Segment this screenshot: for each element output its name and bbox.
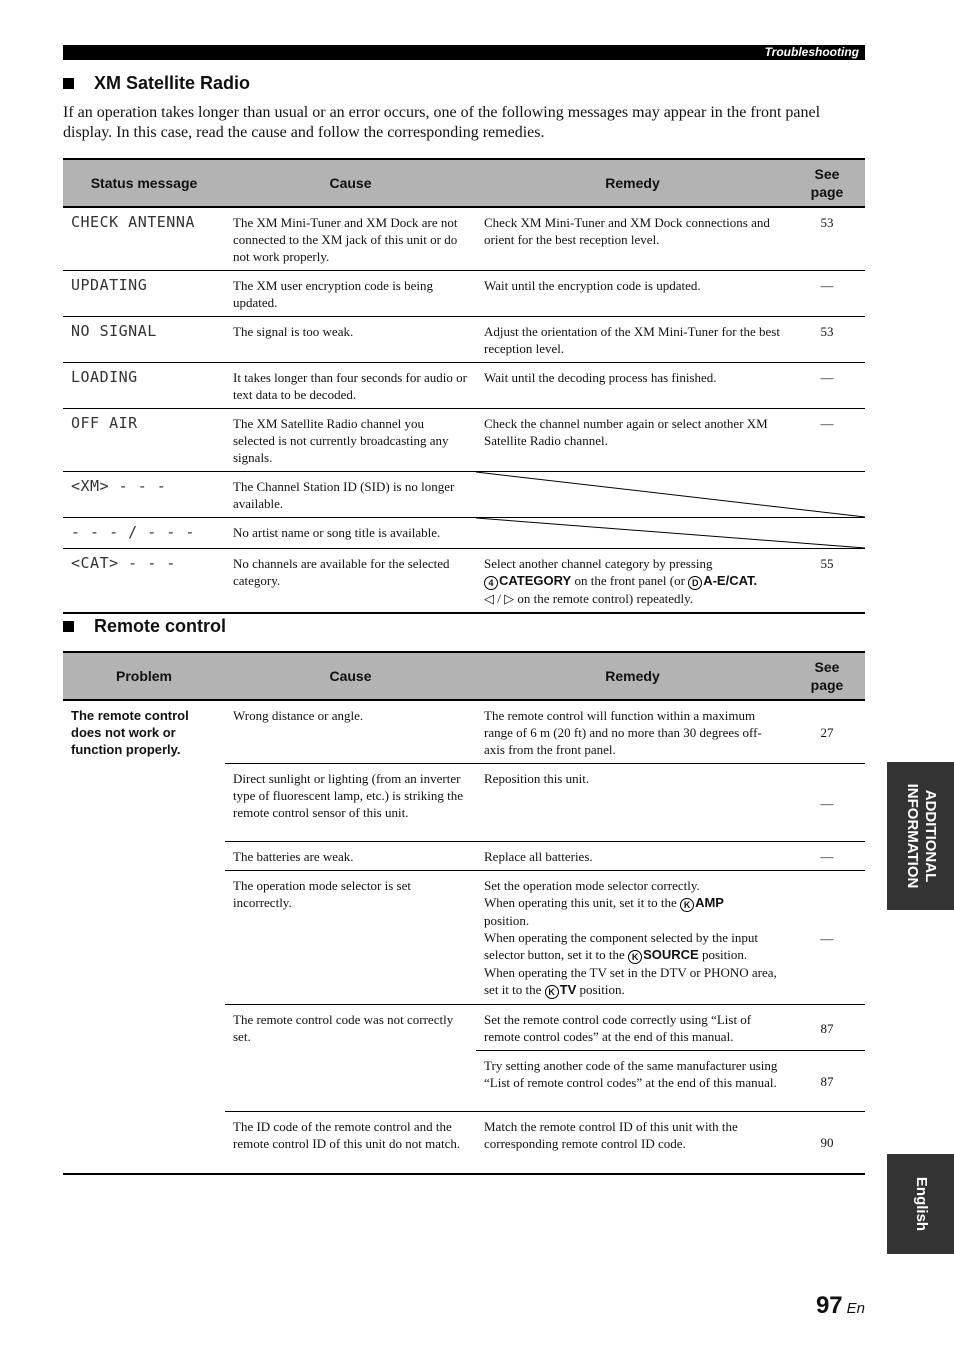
- cause: The batteries are weak.: [225, 842, 476, 871]
- section-title-xm-text: XM Satellite Radio: [94, 73, 251, 93]
- table-row: [63, 549, 865, 614]
- table-row: [63, 317, 865, 363]
- cause: It takes longer than four seconds for audio or text data to be decoded.: [225, 363, 476, 409]
- col-status: Status message: [63, 159, 225, 207]
- remedy: Try setting another code of the same manufacturer using “List of remote control codes” at the end of this manual.: [476, 1051, 789, 1112]
- cause: The ID code of the remote control and the remote control ID of this unit do not match.: [225, 1112, 476, 1174]
- see-page: 53: [789, 207, 865, 271]
- page-number: 97 En: [815, 1292, 865, 1319]
- see-page: —: [789, 842, 865, 871]
- cause: The XM Satellite Radio channel you selected is not currently broadcasting any signals.: [225, 409, 476, 472]
- xm-intro: If an operation takes longer than usual or an error occurs, one of the following messages may appear in the front panel display. In this case, read the cause and follow the corresponding remedies.: [63, 104, 821, 141]
- cause: Wrong distance or angle.: [225, 700, 476, 764]
- header-bar: [63, 45, 865, 60]
- status-message: LOADING: [63, 363, 225, 409]
- table-row: [63, 472, 865, 518]
- cause: The signal is too weak.: [225, 317, 476, 363]
- key-k-icon: K: [628, 950, 642, 964]
- see-page: 87: [789, 1051, 865, 1112]
- amp-key: AMP: [695, 895, 724, 910]
- see-page: —: [789, 409, 865, 472]
- not-applicable-cell: [476, 518, 865, 549]
- status-message: NO SIGNAL: [63, 317, 225, 363]
- status-message: UPDATING: [63, 271, 225, 317]
- side-tab-english: English: [887, 1154, 954, 1254]
- col-page: See page: [789, 159, 865, 207]
- cause: The remote control code was not correctly set.: [225, 1005, 476, 1112]
- remedy: Match the remote control ID of this unit with the corresponding remote control ID code.: [476, 1112, 789, 1174]
- key-letter-icon: D: [688, 576, 702, 590]
- key-k-icon: K: [680, 898, 694, 912]
- source-key: SOURCE: [643, 947, 699, 962]
- category-key: CATEGORY: [499, 573, 572, 588]
- status-message: OFF AIR: [63, 409, 225, 472]
- col-page: See page: [789, 652, 865, 700]
- table-row: [63, 207, 865, 271]
- cause: The XM Mini-Tuner and XM Dock are not connected to the XM jack of this unit or do not work properly.: [225, 207, 476, 271]
- status-message: <XM> - - -: [63, 472, 225, 518]
- section-title-remote-text: Remote control: [94, 616, 227, 636]
- col-remedy: Remedy: [476, 159, 789, 207]
- cause: The XM user encryption code is being updated.: [225, 271, 476, 317]
- square-bullet-icon: [63, 78, 74, 89]
- section-title-remote: [63, 616, 226, 637]
- col-cause: Cause: [225, 159, 476, 207]
- see-page: —: [789, 871, 865, 1005]
- col-cause: Cause: [225, 652, 476, 700]
- remedy: Select another channel category by pressing 4 CATEGORY on the front panel (or D A-E/CAT. ◁ / ▷ on the remote control) repeatedly.: [476, 549, 789, 614]
- col-remedy: Remedy: [476, 652, 789, 700]
- status-message: - - - / - - -: [63, 518, 225, 549]
- ae-cat-key: A-E/CAT.: [703, 573, 758, 588]
- table-row: [63, 271, 865, 317]
- remote-table-header: [63, 652, 865, 700]
- remedy: Adjust the orientation of the XM Mini-Tuner for the best reception level.: [476, 317, 789, 363]
- remedy: Reposition this unit.: [476, 764, 789, 842]
- left-right-arrows-icon: ◁ / ▷: [484, 591, 515, 606]
- see-page: —: [789, 764, 865, 842]
- table-row: [63, 700, 865, 764]
- key-k-icon: K: [545, 985, 559, 999]
- table-row: [63, 409, 865, 472]
- cause: No channels are available for the selected category.: [225, 549, 476, 614]
- not-applicable-cell: [476, 472, 865, 518]
- see-page: —: [789, 363, 865, 409]
- see-page: —: [789, 271, 865, 317]
- table-row: [63, 518, 865, 549]
- tv-key: TV: [559, 982, 577, 997]
- see-page: 53: [789, 317, 865, 363]
- xm-table-header: [63, 159, 865, 207]
- cause: No artist name or song title is available.: [225, 518, 476, 549]
- diagonal-slash-icon: [476, 518, 865, 548]
- remedy: Check XM Mini-Tuner and XM Dock connections and orient for the best reception level.: [476, 207, 789, 271]
- key-number-icon: 4: [484, 576, 498, 590]
- remedy: Check the channel number again or select another XM Satellite Radio channel.: [476, 409, 789, 472]
- remedy: Replace all batteries.: [476, 842, 789, 871]
- cause: Direct sunlight or lighting (from an inverter type of fluorescent lamp, etc.) is striking the remote control sensor of this unit.: [225, 764, 476, 842]
- table-row: [63, 363, 865, 409]
- cause: The operation mode selector is set incorrectly.: [225, 871, 476, 1005]
- square-bullet-icon: [63, 621, 74, 632]
- remedy: Set the remote control code correctly using “List of remote control codes” at the end of this manual.: [476, 1005, 789, 1051]
- remedy: Wait until the encryption code is updated.: [476, 271, 789, 317]
- side-tab-additional-information: ADDITIONAL INFORMATION: [887, 762, 954, 910]
- see-page: 55: [789, 549, 865, 614]
- col-problem: Problem: [63, 652, 225, 700]
- remedy: Wait until the decoding process has finished.: [476, 363, 789, 409]
- diagonal-slash-icon: [476, 472, 865, 517]
- remedy: The remote control will function within a maximum range of 6 m (20 ft) and no more than 30 degrees off-axis from the front panel.: [476, 700, 789, 764]
- problem: The remote control does not work or function properly.: [63, 700, 225, 1174]
- status-message: <CAT> - - -: [63, 549, 225, 614]
- section-title-xm: [63, 73, 250, 94]
- see-page: 90: [789, 1112, 865, 1174]
- remedy: Set the operation mode selector correctly. When operating this unit, set it to the K AMP position. When operating the component selected by the input selector button, set it to the K SOURCE position. When operating the TV set in the DTV or PHONO area, set it to the K TV position.: [476, 871, 789, 1005]
- remote-table: [63, 651, 865, 1175]
- status-message: CHECK ANTENNA: [63, 207, 225, 271]
- see-page: 27: [789, 700, 865, 764]
- cause: The Channel Station ID (SID) is no longer available.: [225, 472, 476, 518]
- see-page: 87: [789, 1005, 865, 1051]
- header-label: Troubleshooting: [764, 45, 859, 59]
- xm-table: [63, 158, 865, 614]
